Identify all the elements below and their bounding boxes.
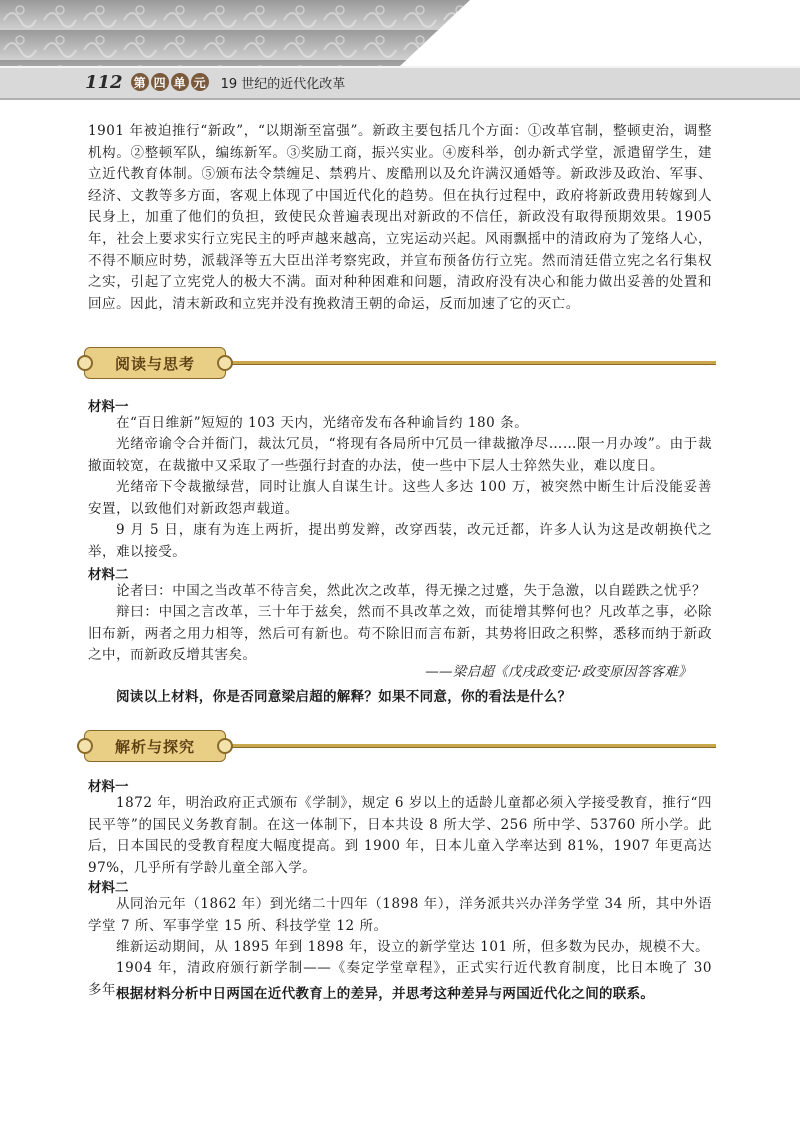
banner-title: 解析与探究	[114, 737, 195, 756]
banner-box	[84, 347, 226, 379]
source-citation: ——梁启超《戊戌政变记·政变原因答客难》	[425, 664, 692, 680]
page-number: 112	[85, 71, 123, 93]
material-paragraph: 1904 年，清政府颁行新学制——《奏定学堂章程》，正式实行近代教育制度，比日本晚了 30 多年。	[88, 960, 712, 998]
material-paragraph: 1872 年，明治政府正式颁布《学制》，规定 6 岁以上的适龄儿童都必须入学接受教育，推行“四民平等”的国民义务教育制。在这一体制下，日本共设 8 所大学、256 所中学、53760 所小学。此后，日本国民的受教育程度大幅度提高。到 1900 年，日本儿童入学率达到 81%，1907 年更高达 97%，几乎所有学龄儿童全部入学。	[88, 795, 712, 876]
unit-char: 元	[191, 73, 209, 91]
unit-char: 单	[171, 73, 189, 91]
unit-char: 四	[151, 73, 169, 91]
banner-title: 阅读与思考	[114, 354, 195, 373]
material-label: 材料一	[88, 399, 129, 415]
discussion-question: 阅读以上材料，你是否同意梁启超的解释？如果不同意，你的看法是什么？	[116, 689, 572, 705]
material-paragraph: 光绪帝下令裁撤绿营，同时让旗人自谋生计。这些人多达 100 万，被突然中断生计后没能妥善安置，以致他们对新政怨声载道。	[88, 479, 712, 517]
intro-paragraph: 1901 年被迫推行“新政”，“以期渐至富强”。新政主要包括几个方面：①改革官制，整顿吏治，调整机构。②整顿军队，编练新军。③奖励工商，振兴实业。④废科举，创办新式学堂，派遣留学生，建立近代教育体制。⑤颁布法令禁缠足、禁鸦片、废酷刑以及允许满汉通婚等。新政涉及政治、军事、经济、文教等多方面，客观上体现了中国近代化的趋势。但在执行过程中，政府将新政费用转嫁到人民身上，加重了他们的负担，致使民众普遍表现出对新政的不信任，新政没有取得预期效果。1905 年，社会上要求实行立宪民主的呼声越来越高，立宪运动兴起。风雨飘摇中的清政府为了笼络人心，不得不顺应时势，派载泽等五大臣出洋考察宪政，并宣布预备仿行立宪。然而清廷借立宪之名行集权之实，引起了立宪党人的极大不满。面对种种困难和问题，清政府没有决心和能力做出妥善的处置和回应。因此，清末新政和立宪并没有挽救清王朝的命运，反而加速了它的灭亡。	[88, 123, 712, 312]
reading-banner	[84, 347, 716, 379]
material-label: 材料二	[88, 567, 129, 583]
discussion-question: 根据材料分析中日两国在近代教育上的差异，并思考这种差异与两国近代化之间的联系。	[116, 986, 655, 1002]
analysis-banner	[84, 730, 716, 762]
unit-char: 第	[131, 73, 149, 91]
material-paragraph: 论者曰：中国之当改革不待言矣，然此次之改革，得无操之过蹙，失于急激，以自蹉跌之忧乎？	[116, 583, 707, 599]
chapter-title: 19 世纪的近代化改革	[220, 76, 346, 92]
banner-rule	[224, 361, 716, 365]
unit-badge	[131, 73, 209, 91]
material-paragraph: 维新运动期间，从 1895 年到 1898 年，设立的新学堂达 101 所，但多数为民办，规模不大。	[116, 939, 710, 955]
material-label: 材料一	[88, 779, 129, 795]
banner-rule	[224, 744, 716, 748]
page-header	[0, 0, 800, 102]
material-label: 材料二	[88, 880, 129, 896]
material-paragraph: 光绪帝谕令合并衙门，裁汰冗员，“将现有各局所中冗员一律裁撤净尽……限一月办竣”。由于裁撤面较宽，在裁撤中又采取了一些强行封査的办法，使一些中下层人士猝然失业，难以度日。	[88, 436, 712, 474]
banner-box	[84, 730, 226, 762]
header-bar	[85, 70, 345, 94]
material-paragraph: 从同治元年（1862 年）到光绪二十四年（1898 年），洋务派共兴办洋务学堂 34 所，其中外语学堂 7 所、军事学堂 15 所、科技学堂 12 所。	[88, 896, 712, 934]
material-paragraph: 9 月 5 日，康有为连上两折，提出剪发辫，改穿西装，改元迁都，许多人认为这是改朝换代之举，难以接受。	[88, 522, 712, 560]
material-paragraph: 辩曰：中国之言改革，三十年于兹矣，然而不具改革之效，而徒增其弊何也？凡改革之事，必除旧布新，两者之用力相等，然后可有新也。苟不除旧而言布新，其势将旧政之积弊，悉移而纳于新政之中，而新政反增其害矣。	[88, 604, 712, 664]
material-paragraph: 在“百日维新”短短的 103 天内，光绪帝发布各种谕旨约 180 条。	[116, 415, 529, 431]
